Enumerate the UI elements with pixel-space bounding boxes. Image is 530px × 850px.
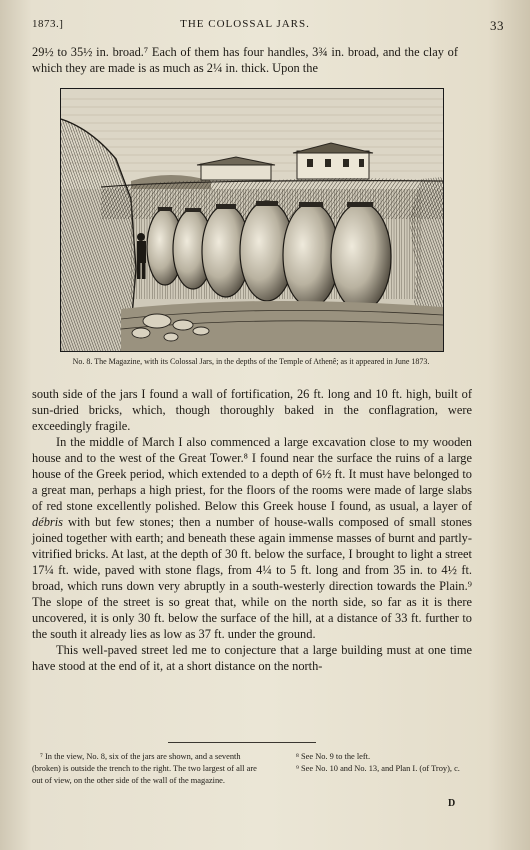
magazine-jars-engraving bbox=[61, 89, 443, 351]
footnote-9: ⁹ See No. 10 and No. 13, and Plan I. (of Troy), c. bbox=[296, 764, 460, 773]
signature-mark: D bbox=[448, 798, 456, 809]
caption-label: No. 8. bbox=[72, 357, 93, 366]
top-paragraph bbox=[32, 44, 458, 76]
paragraph-2-italic: débris bbox=[32, 515, 63, 529]
paragraph-3: This well-paved street led me to conjecture that a large building must at one time have stood at the end of it, at a short distance on the north- bbox=[32, 643, 472, 673]
page-number: 33 bbox=[490, 18, 504, 33]
footnote-8: ⁸ See No. 9 to the left. bbox=[296, 752, 371, 761]
footnote-7: ⁷ In the view, No. 8, six of the jars are shown, and a seventh (broken) is outside the trench to the right. The two largest of all are out of view, on the other side of the wall of the magazine. bbox=[32, 752, 257, 785]
footnote-column-left bbox=[32, 751, 264, 787]
paragraph-2 bbox=[32, 434, 472, 642]
paragraph-1: south side of the jars I found a wall of fortification, 26 ft. long and 10 ft. high, built of sun-dried bricks, which, though thoroughly baked in the conflagration, were exceedingly fragile. bbox=[32, 387, 472, 433]
footnote-column-right bbox=[288, 751, 493, 775]
header-title: THE COLOSSAL JARS. bbox=[180, 18, 310, 30]
caption-text: The Magazine, with its Colossal Jars, in the depths of the Temple of Athenê; as it appeared in June 1873. bbox=[94, 357, 430, 366]
paragraph-2-part-a: In the middle of March I also commenced a large excavation close to my wooden house and to the west of the Great Tower.⁸ I found near the surface the ruins of a large house of the Greek period, which extended to a depth of 6½ ft. It must have belonged to a great man, perhaps a high priest, for the floors of the rooms were made of large slabs of red stone excellently polished. Below this Greek house I found, as usual, a layer of bbox=[32, 435, 472, 513]
engraving-figure bbox=[60, 88, 444, 352]
paragraph-2-part-b: with but few stones; then a number of house-walls composed of small stones joined together with earth; and beneath these again immense masses of burnt and partly-vitrified bricks. At last, at the depth of 30 ft. below the surface, I brought to light a street 17¼ ft. wide, paved with stone flags, from 4¼ to 5 ft. long and from 35 in. to 4½ ft. broad, which runs down very abruptly in a south-westerly direction towards the Plain.⁹ The slope of the street is so great that, while on the north side, so far as it is there uncovered, it is only 30 ft. below the surface of the hill, at a distance of 33 ft. further to the south it already lies as low as 37 ft. under the ground. bbox=[32, 515, 472, 641]
footnote-rule bbox=[168, 742, 316, 743]
figure-caption bbox=[60, 356, 442, 367]
top-paragraph-text: 29½ to 35½ in. broad.⁷ Each of them has four handles, 3¾ in. broad, and the clay of which they are made is as much as 2¼ in. thick. Upon the bbox=[32, 45, 458, 75]
body-text bbox=[32, 386, 472, 674]
header-year: 1873.] bbox=[32, 18, 64, 30]
